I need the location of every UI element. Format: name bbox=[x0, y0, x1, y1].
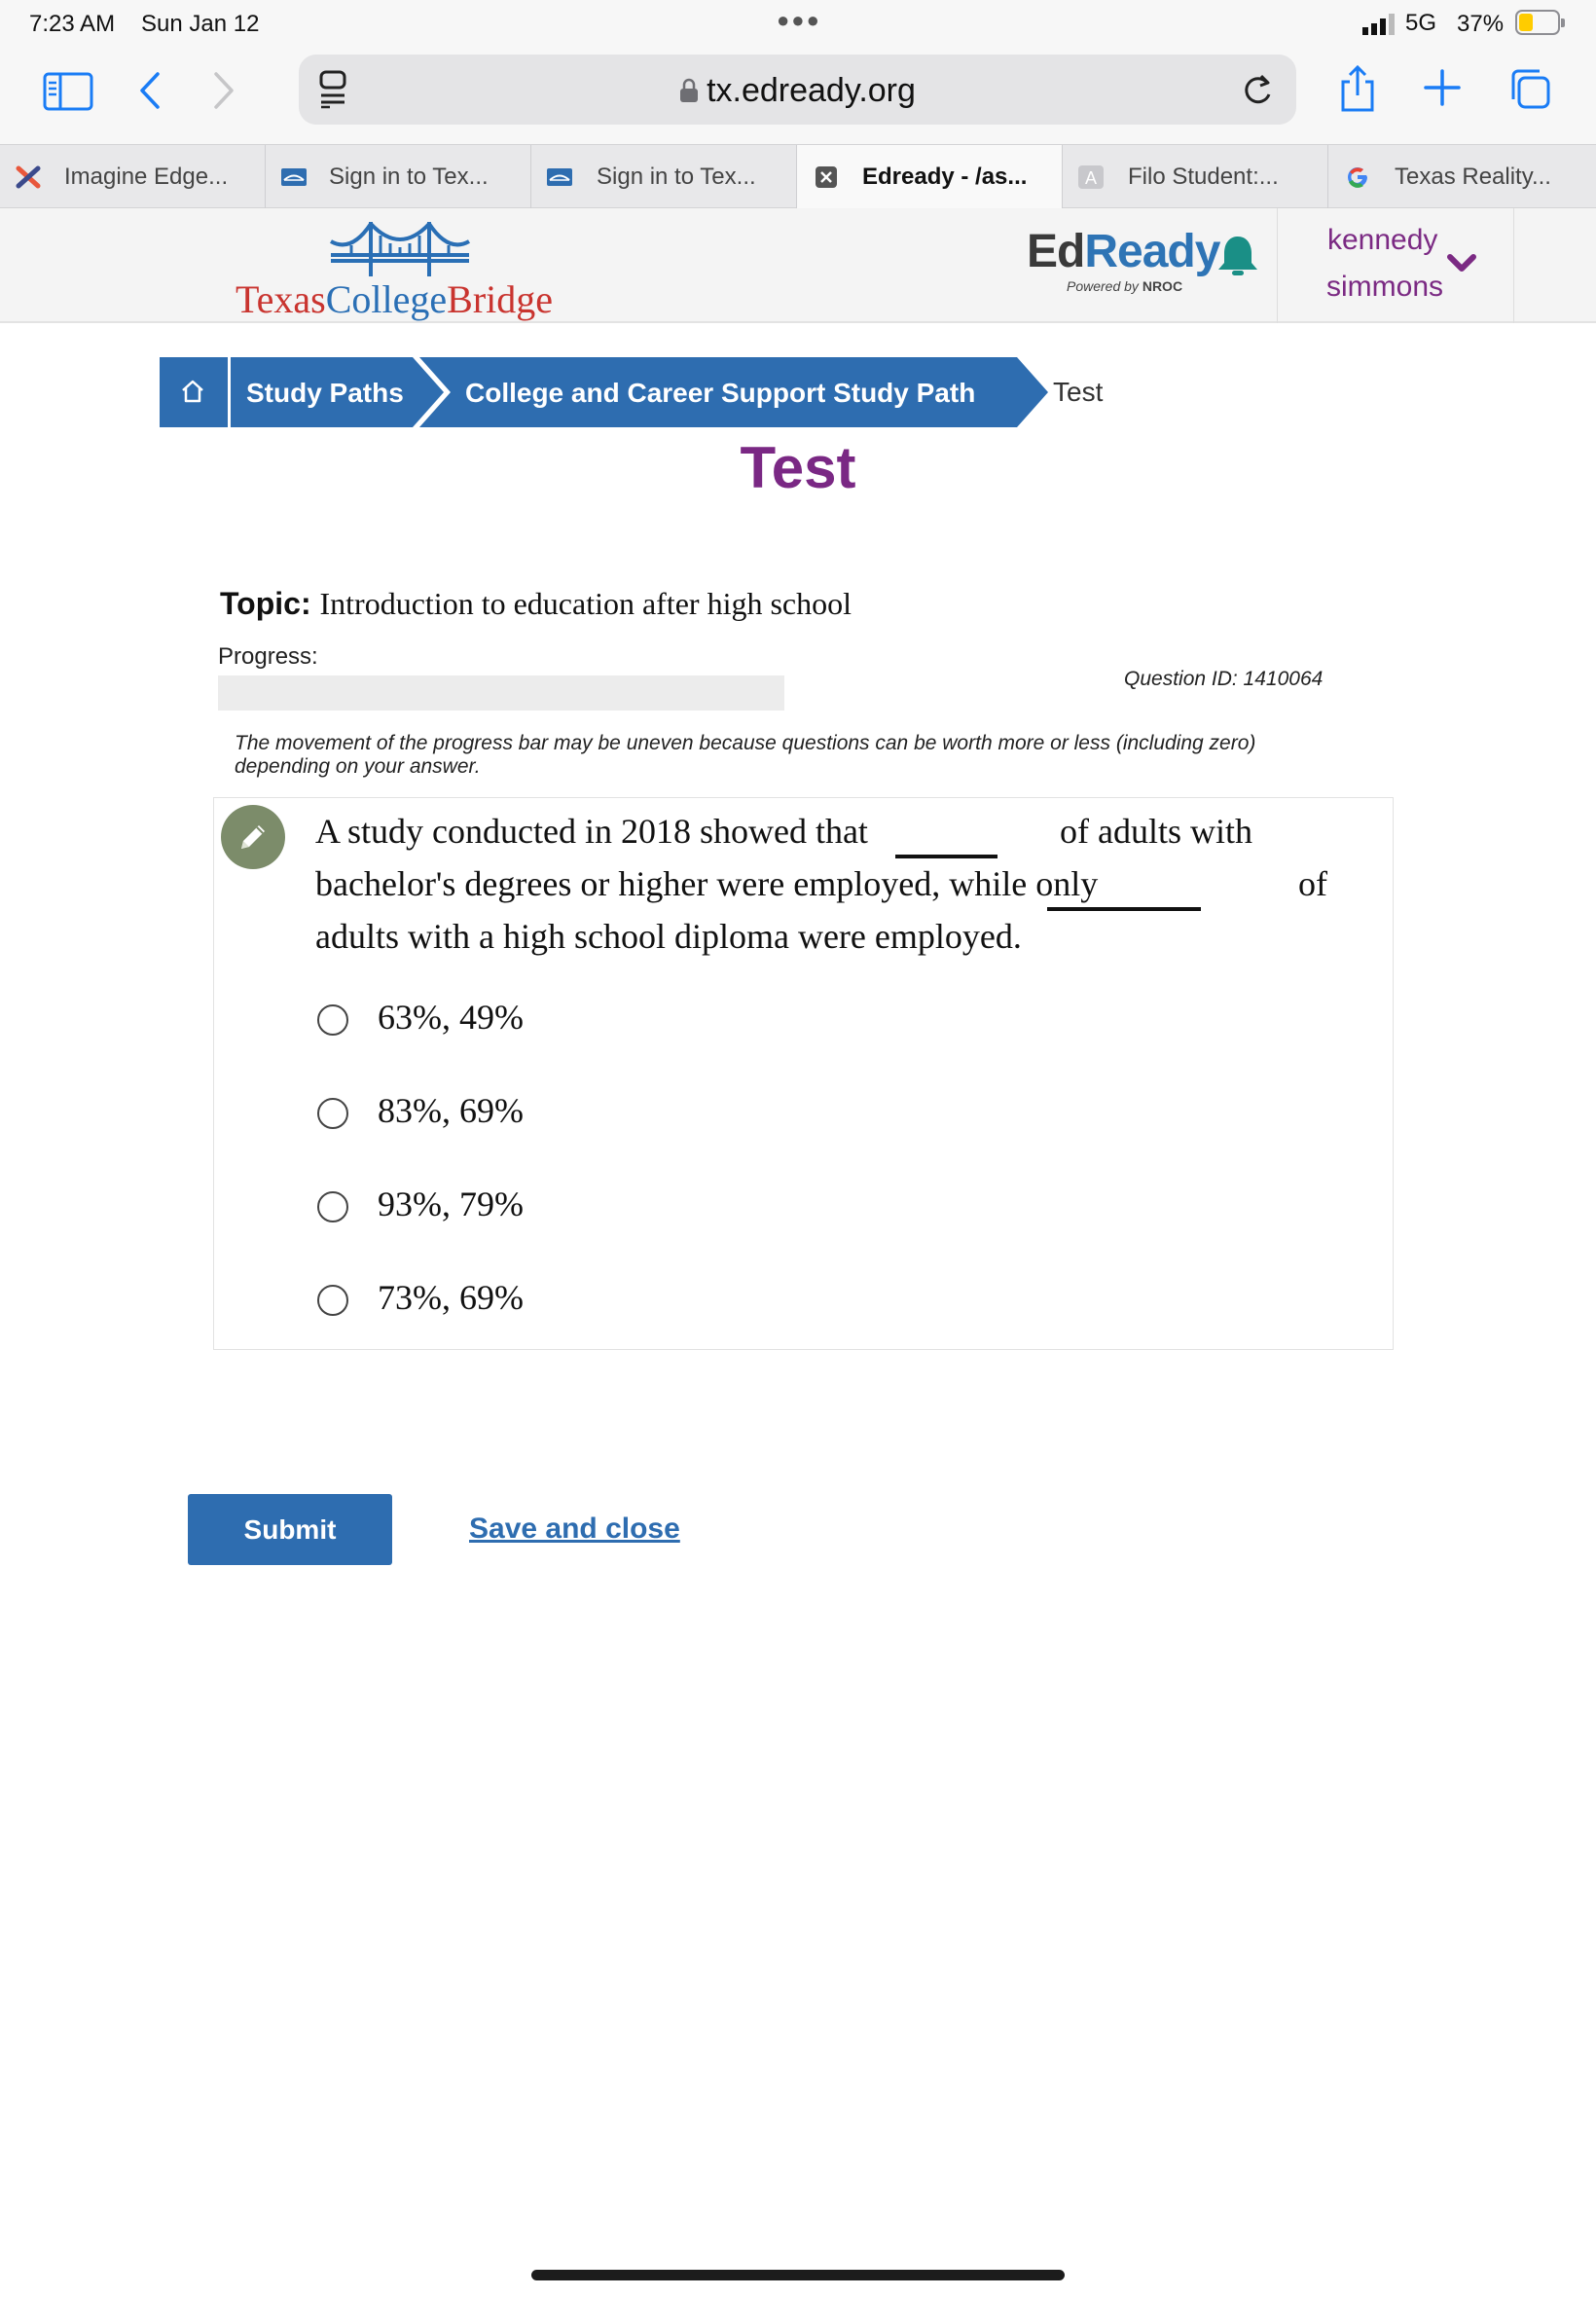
question-id: Question ID: 1410064 bbox=[1124, 668, 1324, 690]
user-menu[interactable] bbox=[1277, 208, 1514, 323]
user-last-name: simmons bbox=[1326, 271, 1444, 303]
tab-label: Filo Student:... bbox=[1128, 164, 1279, 190]
cellular-signal-icon bbox=[1362, 14, 1397, 35]
lock-icon bbox=[679, 78, 699, 103]
breadcrumb-study-path[interactable]: College and Career Support Study Path bbox=[465, 378, 976, 408]
bridge-favicon bbox=[281, 165, 307, 189]
option-label[interactable]: 93%, 79% bbox=[378, 1185, 524, 1223]
answer-option-d[interactable] bbox=[317, 1271, 901, 1330]
question-text-line1a: A study conducted in 2018 showed that bbox=[315, 812, 868, 851]
address-bar[interactable] bbox=[299, 55, 1296, 125]
bridge-favicon bbox=[547, 165, 572, 189]
chevron-down-icon[interactable] bbox=[1445, 251, 1478, 274]
answer-blank-1 bbox=[895, 855, 998, 858]
question-text-line3: adults with a high school diploma were employed. bbox=[315, 917, 1022, 956]
reload-icon[interactable] bbox=[1241, 73, 1274, 108]
tab-imagine-edge[interactable] bbox=[0, 145, 266, 209]
status-date: Sun Jan 12 bbox=[141, 11, 260, 37]
radio-button[interactable] bbox=[317, 1098, 348, 1129]
status-time: 7:23 AM bbox=[29, 11, 116, 37]
svg-text:A: A bbox=[1084, 168, 1098, 188]
network-type: 5G bbox=[1405, 10, 1437, 36]
option-label[interactable]: 73%, 69% bbox=[378, 1278, 524, 1317]
battery-icon bbox=[1515, 10, 1560, 35]
question-text-line2b: of bbox=[1298, 864, 1327, 903]
tab-edready-active[interactable] bbox=[797, 145, 1063, 209]
back-icon[interactable] bbox=[138, 70, 162, 111]
url-text[interactable] bbox=[299, 72, 1296, 110]
user-first-name: kennedy bbox=[1327, 224, 1438, 256]
answer-blank-2 bbox=[1047, 907, 1201, 911]
pencil-icon bbox=[236, 820, 271, 855]
tab-label: Texas Reality... bbox=[1395, 164, 1551, 190]
tab-sign-in-2[interactable] bbox=[531, 145, 797, 209]
progress-note: The movement of the progress bar may be uneven because questions can be worth more or less (including zero) depending on your answer. bbox=[235, 732, 1256, 778]
tab-overview-icon[interactable] bbox=[1507, 66, 1552, 111]
battery-percent: 37% bbox=[1457, 11, 1505, 37]
topic bbox=[220, 586, 852, 622]
home-icon bbox=[180, 379, 205, 404]
topic-value: Introduction to education after high school bbox=[319, 586, 852, 621]
tab-label: Imagine Edge... bbox=[64, 164, 229, 190]
close-icon[interactable] bbox=[815, 165, 838, 189]
notification-bell-icon[interactable] bbox=[1215, 234, 1261, 278]
share-icon[interactable] bbox=[1338, 64, 1377, 113]
url-label: tx.edready.org bbox=[707, 72, 916, 109]
breadcrumb-home[interactable] bbox=[160, 357, 228, 427]
forward-icon[interactable] bbox=[212, 70, 236, 111]
topic-label: Topic: bbox=[220, 586, 311, 621]
breadcrumb-current: Test bbox=[1053, 377, 1104, 407]
tcb-logo-text: TexasCollegeBridge bbox=[236, 277, 554, 321]
answer-option-a[interactable] bbox=[317, 991, 901, 1049]
option-label[interactable]: 63%, 49% bbox=[378, 998, 524, 1037]
status-bar bbox=[0, 0, 1596, 51]
answer-option-b[interactable] bbox=[317, 1084, 901, 1143]
tab-label: Sign in to Tex... bbox=[329, 164, 489, 190]
progress-bar bbox=[218, 675, 784, 711]
filo-a-icon bbox=[1078, 165, 1104, 189]
submit-button[interactable]: Submit bbox=[188, 1494, 392, 1565]
tab-bar bbox=[0, 144, 1596, 208]
new-tab-icon[interactable] bbox=[1423, 68, 1462, 107]
question-text-line2a: bachelor's degrees or higher were employed, while only bbox=[315, 864, 1099, 903]
progress-label: Progress: bbox=[218, 643, 318, 670]
browser-toolbar bbox=[0, 51, 1596, 144]
radio-button[interactable] bbox=[317, 1285, 348, 1316]
multitasking-dots-icon[interactable]: ●●● bbox=[777, 8, 821, 32]
imagine-edge-icon bbox=[16, 165, 41, 189]
site-header bbox=[0, 208, 1596, 323]
save-and-close-link[interactable]: Save and close bbox=[469, 1513, 680, 1545]
tab-label: Sign in to Tex... bbox=[597, 164, 756, 190]
page-title: Test bbox=[740, 435, 856, 500]
question-card bbox=[213, 797, 1394, 1350]
sidebar-icon[interactable] bbox=[43, 72, 93, 111]
home-indicator[interactable] bbox=[531, 2270, 1065, 2280]
answer-option-c[interactable] bbox=[317, 1178, 901, 1236]
tab-sign-in-1[interactable] bbox=[266, 145, 531, 209]
radio-button[interactable] bbox=[317, 1191, 348, 1222]
bridge-logo-icon bbox=[327, 212, 473, 278]
breadcrumb-study-paths[interactable]: Study Paths bbox=[246, 378, 404, 408]
tab-texas-reality[interactable] bbox=[1328, 145, 1596, 209]
powered-by-nroc: Powered by NROC bbox=[1067, 278, 1183, 294]
radio-button[interactable] bbox=[317, 1004, 348, 1036]
tab-filo-student[interactable] bbox=[1063, 145, 1328, 209]
tab-label: Edready - /as... bbox=[862, 164, 1028, 190]
question-badge bbox=[221, 805, 285, 869]
edready-logo-text: EdReady bbox=[1027, 226, 1220, 277]
option-label[interactable]: 83%, 69% bbox=[378, 1091, 524, 1130]
question-text-line1b: of adults with bbox=[1060, 812, 1252, 851]
google-g-icon bbox=[1345, 165, 1370, 189]
